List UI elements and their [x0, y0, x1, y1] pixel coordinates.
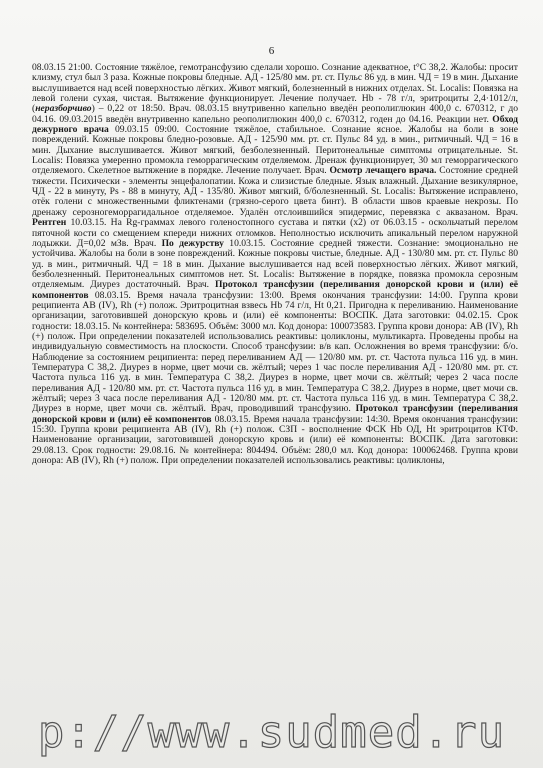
text-run: 08.03.15 21:00. Состояние тяжёлое, гемотрансфузию сделали хорошо. Сознание адекватное, t°C 38,2. Жалобы: просит клизму, стул был 3 раза. Кожные покровы бледные. АД - 125/80 мм. рт. ст. Пульс 86 уд. в мин. ЧД = 19 в мин. Дыхание выслушивается над всей поверхностью лёгких. Живот мягкий, болезненный в нижних отделах. St. Localis: Повязка на левой голени сухая, чистая. Вытяжение функционирует. Лечение получает. Hb - 78 г/л, эритроциты 2,4·1012/л, ( — [32, 62, 518, 115]
document-body — [32, 63, 518, 466]
text-run: 08.03.15. Время начала трансфузии: 14:30. Время окончания трансфузии: 15:30. Группа крови реципиента АВ (IV), Rh (+) полож. СЗП - восполнение ФСК Hb ОД, Ht эритроцитов КТФ. Наименование организации, заготовившей донорскую кровь и (или) её компоненты: ВОСПК. Дата заготовки: 29.08.13. Срок годности: 29.08.16. № контейнера: 804494. Объём: 280,0 мл. Код донора: 100062468. Группа крови донора: АВ (IV), Rh (+) полож. При определении показателей использовались реактивы: цоликлоны, — [32, 413, 519, 467]
emphasized-text: неразборчиво — [35, 103, 92, 115]
text-run: ) – 0,22 от 18:50. Врач. 08.03.15 внутривенно капельно введён реополиглюкин 400,0 с. 670312, г до 04.16. 09.03.2015 введён внутривенно капельно реополиглюкин 400,0 с. 670312, годен до 04.16. Реакции нет. — [32, 103, 518, 125]
emphasized-text: Обход дежурного врача — [32, 113, 518, 136]
emphasized-text: Протокол трансфузии (переливания донорской крови и (или) её компонентов — [32, 403, 518, 425]
watermark-url: p://www.sudmed.ru — [37, 707, 506, 758]
text-run: 10.03.15. На Rg-граммах левого голеностопного сустава и пятки (х2) от 06.03.15 - оскольчатый перелом пяточной кости со смещением кпереди нижних отломков. Неполностью исключить апикальный перелом наружной лодыжки. Д=0,02 мЗв. Врач. — [32, 217, 518, 249]
page-number: 6 — [268, 45, 275, 57]
emphasized-text: Протокол трансфузии (переливания донорской крови и (или) её компонентов — [32, 279, 518, 301]
text-run: 08.03.15. Время начала трансфузии: 13:00. Время окончания трансфузии: 14:00. Группа крови реципиента АВ (IV), Rh (+) полож. Эритроцитная взвесь Hb 74 г/л, Ht 0,21. Пригодна к переливанию. Наименование организации, заготовившей донорскую кровь и (или) её компоненты: ВОСПК. Дата заготовки: 04.02.15. Срок годности: 18.03.15. № контейнера: 583695. Объём: 3000 мл. Код донора: 100073583. Группа крови донора: АВ (IV), Rh (+) полож. При определении показателей использовались реактивы: цоликлоны, мультикарта. Проведены пробы на индивидуальную совместимость на плоскости. Способ трансфузии: в/в кап. Осложнения во время трансфузии: б/о. Наблюдение за состоянием реципиента: перед переливанием АД — 120/80 мм. рт. ст. Частота пульса 116 уд. в мин. Температура С 38,2. Диурез в норме, цвет мочи св. жёлтый; через 1 час после переливания АД - 120/80 мм. рт. ст. Частота пульса 116 уд. в мин. Температура С 38,2. Диурез в норме, цвет мочи св. жёлтый; через 2 часа после переливания АД - 120/80 мм. рт. ст. Частота пульса 116 уд. в мин. Температура С 38,2. Диурез в норме, цвет мочи св. жёлтый; через 3 часа после переливания АД - 120/80 мм. рт. ст. Частота пульса 116 уд. в мин. Температура С 38,2. Диурез в норме, цвет мочи св. жёлтый. Врач, проводивший трансфузию. — [32, 289, 518, 415]
text-run: 10.03.15. Состояние средней тяжести. Сознание: эмоционально не устойчива. Жалобы на боли в зоне повреждений. Кожные покровы чистые, бледные. АД - 130/80 мм. рт. ст. Пульс 80 уд. в мин., ритмичный. ЧД = 18 в мин. Дыхание выслушивается над всей поверхностью лёгких. Живот мягкий, безболезненный. Перитонеальных симптомов нет. St. Localis: Вытяжение в порядке, повязка промокла серозным отделяемым. Диурез достаточный. Врач. — [32, 237, 518, 291]
emphasized-text: По дежурству — [161, 237, 224, 249]
text-run: Состояние средней тяжести. Психически - элементы энцефалопатии. Кожа и слизистые бледные. Язык влажный. Дыхание везикулярное, ЧД - 22 в минуту, Ps - 88 в минуту, АД - 135/80. Живот мягкий, б/болезненный. St. Localis: Вытяжение исправлено, отёк голени с множественными фликтенами (грязно-серого цвета бинт). В области швов краевые некрозы. По дренажу серозногеморрагидальное отделяемое. Удалён отслоившийся эпидермис, перевязка с аквазаном. Врач. — [32, 165, 518, 218]
emphasized-text: Рентген — [32, 217, 67, 229]
text-run: 09.03.15 09:00. Состояние тяжёлое, стабильное. Сознание ясное. Жалобы на боли в зоне повреждений. Кожные покровы бледно-розовые. АД - 125/90 мм. рт. ст. Пульс 84 уд. в мин., ритмичный. ЧД = 16 в мин. Дыхание выслушивается. Живот мягкий, безболезненный. Перитонеальные симптомы отрицательные. St. Localis: Повязка умеренно промокла геморрагическим отделяемом. Дренаж функционирует, 30 мл геморрагического отделяемого. Скелетное вытяжение в порядке. Лечение получает. Врач. — [32, 124, 518, 177]
emphasized-text: Осмотр лечащего врача. — [329, 165, 437, 177]
body-paragraph — [32, 63, 518, 466]
